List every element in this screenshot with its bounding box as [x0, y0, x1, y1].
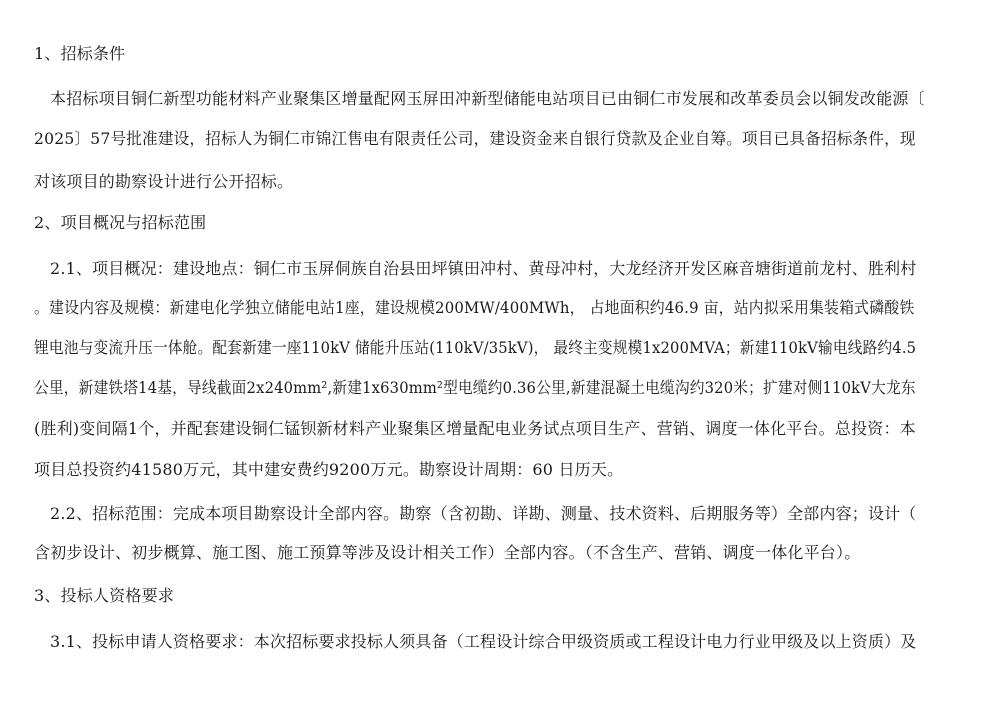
- section-1-line-2: 2025〕57号批准建设，招标人为铜仁市锦江售电有限责任公司，建设资金来自银行贷款及企业自筹。项目已具备招标条件，现: [34, 129, 916, 148]
- section-2-2-line-2: 含初步设计、初步概算、施工图、施工预算等涉及设计相关工作）全部内容。（不含生产、营销、调度一体化平台）。: [34, 543, 861, 562]
- section-2-1-line-2: 。建设内容及规模：新建电化学独立储能电站1座，建设规模200MW/400MWh， 占地面积约46.9 亩，站内拟采用集装箱式磷酸铁: [34, 298, 915, 317]
- section-1-heading: 1、招标条件: [34, 44, 126, 63]
- section-2-1-line-4: 公里，新建铁塔14基，导线截面2x240mm²,新建1x630mm²型电缆约0.36公里,新建混凝土电缆沟约320米；扩建对侧110kV大龙东: [34, 378, 916, 397]
- section-2-1-line-1: 2.1、项目概况：建设地点：铜仁市玉屏侗族自治县田坪镇田冲村、黄母冲村，大龙经济开发区麻音塘街道前龙村、胜利村: [50, 259, 917, 278]
- section-1-line-1: 本招标项目铜仁新型功能材料产业聚集区增量配网玉屏田冲新型储能电站项目已由铜仁市发展和改革委员会以铜发改能源〔: [50, 89, 925, 108]
- section-2-1-line-3: 锂电池与变流升压一体舱。配套新建一座110kV 储能升压站(110kV/35kV)， 最终主变规模1x200MVA；新建110kV输电线路约4.5: [34, 338, 917, 357]
- section-2-1-line-6: 项目总投资约41580万元，其中建安费约9200万元。勘察设计周期：60 日历天。: [34, 460, 624, 479]
- section-2-heading: 2、项目概况与招标范围: [34, 213, 207, 232]
- section-3-heading: 3、投标人资格要求: [34, 586, 174, 605]
- section-2-1-line-5: (胜利)变间隔1个，并配套建设铜仁锰钡新材料产业聚集区增量配电业务试点项目生产、营销、调度一体化平台。总投资：本: [34, 419, 916, 438]
- section-3-1-line-1: 3.1、投标申请人资格要求：本次招标要求投标人须具备（工程设计综合甲级资质或工程设计电力行业甲级及以上资质）及: [50, 632, 917, 651]
- section-1-line-3: 对该项目的勘察设计进行公开招标。: [34, 172, 294, 191]
- section-2-2-line-1: 2.2、招标范围：完成本项目勘察设计全部内容。勘察（含初勘、详勘、测量、技术资料、后期服务等）全部内容；设计（: [50, 504, 917, 523]
